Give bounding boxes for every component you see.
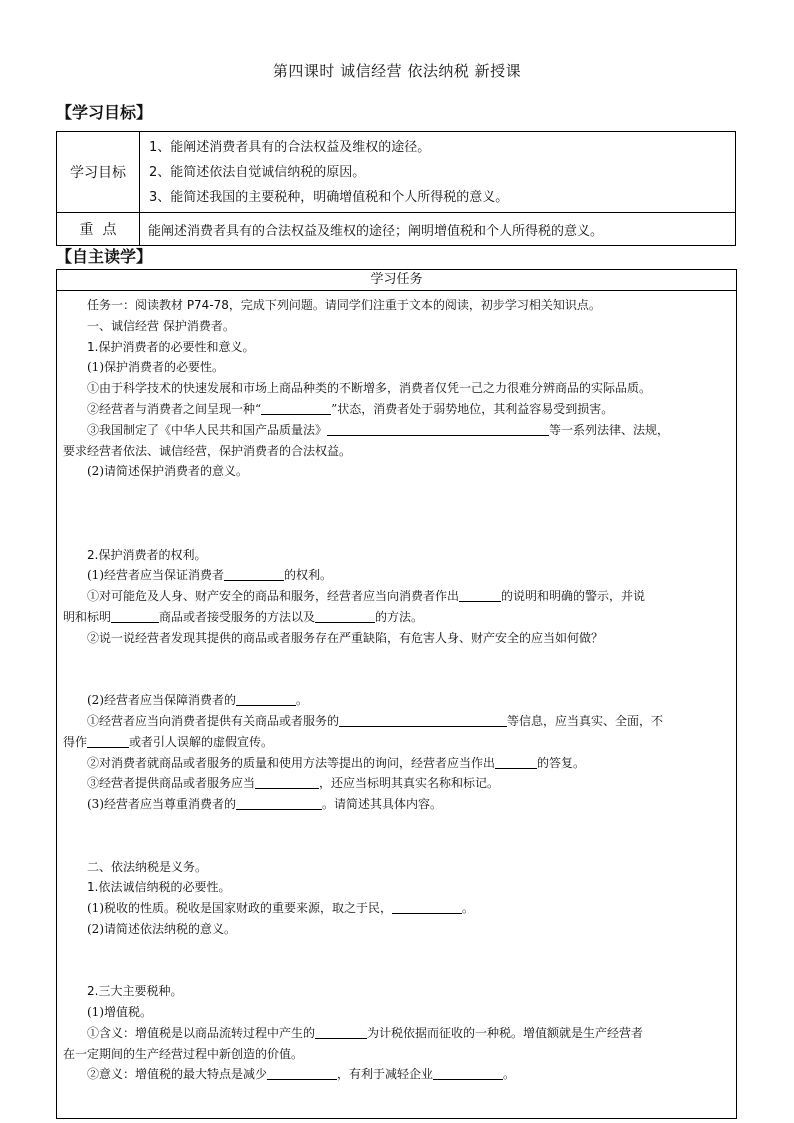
answer-space[interactable] [63, 669, 730, 690]
section-1-2a1-cont [63, 607, 730, 628]
answer-space[interactable] [63, 815, 730, 836]
section-1-2a1 [63, 586, 730, 607]
section-1-2a [63, 565, 730, 586]
text: 。请简述其具体内容。 [322, 797, 443, 812]
self-reading-heading: 【自主读学】 [56, 247, 153, 266]
text: ②意义：增值税的最大特点是减少 [87, 1067, 268, 1082]
section-2-2a1-cont: 在一定期间的生产经营过程中新创造的价值。 [63, 1046, 304, 1061]
fill-blank[interactable] [327, 423, 549, 436]
goal-item-3: 3、能简述我国的主要税种，明确增值税和个人所得税的意义。 [149, 189, 509, 205]
section-1-1b: (2)请简述保护消费者的意义。 [87, 464, 248, 479]
learning-goals-heading: 【学习目标】 [56, 103, 153, 122]
task-body [57, 291, 736, 1085]
learning-goals-table [56, 131, 736, 246]
section-1-1a3 [63, 420, 730, 441]
text: 或者引人误解的虚假宣传。 [129, 734, 274, 749]
text: 的权利。 [284, 568, 333, 583]
text: 得作 [63, 734, 88, 749]
section-1-2b [63, 690, 730, 711]
text: (3)经营者应当尊重消费者的 [87, 797, 236, 812]
section-1-1a1: ①由于科学技术的快速发展和市场上商品种类的不断增多，消费者仅凭一己之力很难分辨商品的实际品质。 [87, 381, 652, 396]
answer-space[interactable] [63, 961, 730, 982]
section-2-1b: (2)请简述依法纳税的意义。 [87, 921, 236, 936]
page-title: 第四课时 诚信经营 依法纳税 新授课 [272, 62, 522, 80]
text: 等一系列法律、法规， [549, 422, 670, 437]
section-2-1-heading: 1.依法诚信纳税的必要性。 [87, 880, 231, 895]
fill-blank[interactable] [315, 1026, 367, 1039]
section-1-1a: (1)保护消费者的必要性。 [87, 360, 224, 375]
goal-item-2: 2、能简述依法自觉诚信纳税的原因。 [149, 164, 366, 180]
answer-space[interactable] [63, 649, 730, 670]
text: ，有利于减轻企业 [337, 1067, 434, 1082]
section-2-heading: 二、依法纳税是义务。 [87, 859, 208, 874]
text: ②经营者与消费者之间呈现一种“ [87, 401, 262, 416]
section-2-2a1 [63, 1023, 730, 1044]
goals-label: 学习目标 [57, 132, 140, 213]
section-1-2b1-cont [63, 732, 730, 753]
fill-blank[interactable] [459, 589, 501, 602]
text: (2)经营者应当保障消费者的 [87, 693, 236, 708]
text: 为计税依据而征收的一种税。增值额就是生产经营者 [367, 1025, 644, 1040]
key-points-label: 重 点 [57, 213, 140, 246]
section-1-2a2: ②说一说经营者发现其提供的商品或者服务存在严重缺陷，有危害人身、财产安全的应当如何做？ [87, 630, 604, 645]
section-2-2a2 [63, 1064, 730, 1085]
text: (1)经营者应当保证消费者 [87, 568, 224, 583]
section-1-2c [63, 794, 730, 815]
fill-blank[interactable] [495, 756, 537, 769]
fill-blank[interactable] [339, 714, 507, 727]
goals-row [57, 132, 736, 213]
fill-blank[interactable] [236, 693, 296, 706]
text: 。 [296, 693, 309, 708]
fill-blank[interactable] [315, 610, 375, 623]
text: ①含义：增值税是以商品流转过程中产生的 [87, 1025, 316, 1040]
fill-blank[interactable] [267, 1067, 337, 1080]
text: ①经营者应当向消费者提供有关商品或者服务的 [87, 713, 340, 728]
text: ③经营者提供商品或者服务应当 [87, 776, 256, 791]
answer-space[interactable] [63, 836, 730, 857]
fill-blank[interactable] [224, 568, 284, 581]
text: ”状态，消费者处于弱势地位，其利益容易受到损害。 [331, 401, 614, 416]
task-header: 学习任务 [57, 270, 736, 291]
text: (1)税收的性质。税收是国家财政的重要来源，取之于民， [87, 901, 393, 916]
fill-blank[interactable] [255, 776, 319, 789]
text: ①对可能危及人身、财产安全的商品和服务，经营者应当向消费者作出 [87, 589, 460, 604]
text: 。 [462, 901, 475, 916]
text: 。 [503, 1067, 516, 1082]
section-1-2b2 [63, 753, 730, 774]
answer-space[interactable] [63, 940, 730, 961]
key-points-row [57, 213, 736, 246]
fill-blank[interactable] [261, 402, 331, 415]
key-points-text: 能阐述消费者具有的合法权益及维权的途径；阐明增值税和个人所得税的意义。 [140, 213, 736, 246]
text: 的答复。 [537, 755, 586, 770]
task-intro: 任务一：阅读教材 P74-78，完成下列问题。请同学们注重于文本的阅读，初步学习相关知识点。 [87, 298, 601, 312]
answer-space[interactable] [63, 524, 730, 545]
section-1-heading: 一、诚信经营 保护消费者。 [87, 318, 235, 333]
fill-blank[interactable] [392, 901, 462, 914]
section-1-1-heading: 1.保护消费者的必要性和意义。 [87, 339, 255, 354]
text: 等信息，应当真实、全面，不 [507, 713, 664, 728]
section-1-2-heading: 2.保护消费者的权利。 [87, 547, 207, 562]
text: ，还应当标明其真实名称和标记。 [319, 776, 500, 791]
text: ③我国制定了《中华人民共和国产品质量法》 [87, 422, 328, 437]
section-2-2-heading: 2.三大主要税种。 [87, 984, 183, 999]
fill-blank[interactable] [87, 735, 129, 748]
answer-space[interactable] [63, 503, 730, 524]
text: 的方法。 [375, 609, 424, 624]
section-1-1a3-cont: 要求经营者依法、诚信经营，保护消费者的合法权益。 [63, 443, 352, 458]
section-2-1a [63, 898, 730, 919]
text: 明和标明 [63, 609, 112, 624]
text: 的说明和明确的警示，并说 [501, 589, 646, 604]
goals-list [140, 132, 736, 213]
goal-item-1: 1、能阐述消费者具有的合法权益及维权的途径。 [149, 139, 431, 155]
task-box [56, 269, 737, 1119]
section-1-2b1 [63, 711, 730, 732]
section-2-2a: (1)增值税。 [87, 1005, 152, 1020]
fill-blank[interactable] [433, 1067, 503, 1080]
fill-blank[interactable] [236, 797, 322, 810]
fill-blank[interactable] [111, 610, 159, 623]
text: ②对消费者就商品或者服务的质量和使用方法等提出的询问，经营者应当作出 [87, 755, 496, 770]
text: 商品或者接受服务的方法以及 [159, 609, 316, 624]
section-1-1a2 [63, 399, 730, 420]
section-1-2b3 [63, 773, 730, 794]
answer-space[interactable] [63, 482, 730, 503]
